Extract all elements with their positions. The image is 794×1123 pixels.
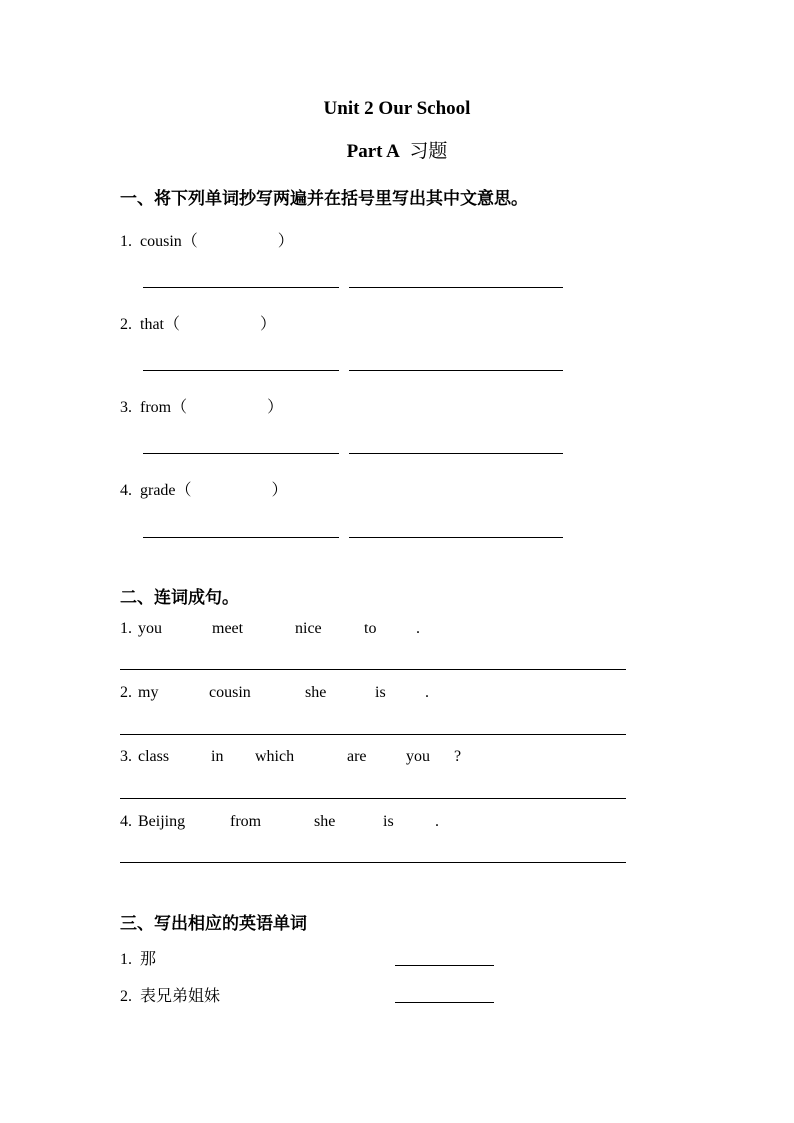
- section3-heading: 三、写出相应的英语单词: [120, 914, 307, 934]
- scrambled-word: to: [364, 620, 377, 637]
- copy-line[interactable]: [143, 370, 339, 371]
- section3-item-2: [120, 983, 220, 1006]
- item-word: cousin: [140, 233, 182, 250]
- open-paren: （: [164, 314, 181, 333]
- copy-line[interactable]: [349, 370, 563, 371]
- answer-line[interactable]: [395, 1002, 494, 1003]
- scrambled-word: ?: [454, 748, 462, 765]
- copy-line[interactable]: [143, 537, 339, 538]
- scrambled-word: cousin: [209, 684, 251, 701]
- item-number: 4.: [120, 813, 132, 830]
- close-paren: ）: [260, 314, 277, 333]
- scrambled-word: she: [314, 813, 336, 830]
- answer-line[interactable]: [395, 965, 494, 966]
- chinese-word: 表兄弟姐妹: [140, 986, 221, 1005]
- subtitle-part: Part A: [346, 141, 400, 162]
- copy-line[interactable]: [143, 453, 339, 454]
- scrambled-word: from: [230, 813, 262, 830]
- scrambled-word: Beijing: [138, 813, 186, 830]
- section1-item-2: [120, 311, 276, 334]
- scrambled-word: you: [406, 748, 430, 765]
- item-number: 2.: [120, 684, 132, 701]
- item-number: 2.: [120, 316, 132, 333]
- scrambled-word: she: [305, 684, 327, 701]
- page-title: Unit 2 Our School: [323, 98, 471, 119]
- section2-heading: 二、连词成句。: [120, 588, 239, 608]
- item-number: 1.: [120, 620, 132, 637]
- section1-item-4: [120, 477, 288, 500]
- item-word: from: [140, 399, 172, 416]
- item-number: 2.: [120, 988, 132, 1005]
- section1-item-1: [120, 228, 294, 251]
- item-number: 4.: [120, 482, 132, 499]
- close-paren: ）: [277, 231, 294, 250]
- section1-item-3: [120, 394, 283, 417]
- copy-line[interactable]: [349, 453, 563, 454]
- chinese-word: 那: [140, 949, 157, 968]
- subtitle-cn: 习题: [409, 140, 448, 162]
- item-word: grade: [140, 482, 176, 499]
- answer-line[interactable]: [120, 862, 626, 863]
- section3-item-1: [120, 946, 156, 969]
- scrambled-word: nice: [295, 620, 322, 637]
- item-number: 1.: [120, 233, 132, 250]
- scrambled-word: you: [138, 620, 162, 637]
- close-paren: ）: [267, 397, 284, 416]
- scrambled-word: meet: [212, 620, 244, 637]
- open-paren: （: [181, 231, 198, 250]
- scrambled-word: in: [211, 748, 224, 765]
- scrambled-word: is: [375, 684, 386, 701]
- copy-line[interactable]: [349, 537, 563, 538]
- scrambled-word: which: [255, 748, 295, 765]
- item-number: 3.: [120, 748, 132, 765]
- item-word: that: [140, 316, 164, 333]
- page-subtitle: [0, 136, 794, 163]
- scrambled-word: .: [435, 813, 439, 830]
- copy-line[interactable]: [349, 287, 563, 288]
- item-number: 3.: [120, 399, 132, 416]
- answer-line[interactable]: [120, 669, 626, 670]
- scrambled-word: .: [425, 684, 429, 701]
- item-number: 1.: [120, 951, 132, 968]
- scrambled-word: .: [416, 620, 420, 637]
- section1-heading: 一、将下列单词抄写两遍并在括号里写出其中文意思。: [120, 189, 528, 209]
- scrambled-word: class: [138, 748, 170, 765]
- close-paren: ）: [271, 480, 288, 499]
- copy-line[interactable]: [143, 287, 339, 288]
- scrambled-word: are: [347, 748, 367, 765]
- answer-line[interactable]: [120, 798, 626, 799]
- answer-line[interactable]: [120, 734, 626, 735]
- scrambled-word: my: [138, 684, 159, 701]
- scrambled-word: is: [383, 813, 394, 830]
- open-paren: （: [175, 480, 192, 499]
- open-paren: （: [171, 397, 188, 416]
